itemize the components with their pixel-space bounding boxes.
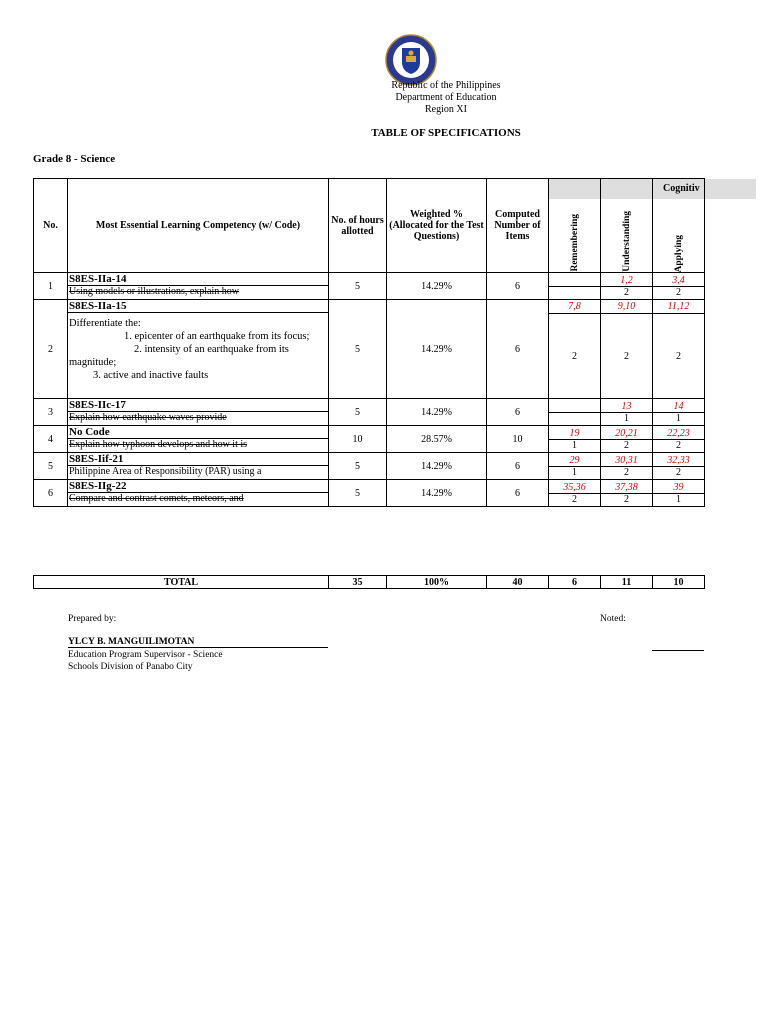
preparer-position: Education Program Supervisor - Science xyxy=(68,650,223,660)
cell-applying: 22,23 2 xyxy=(653,426,705,453)
total-items: 40 xyxy=(487,576,549,589)
preparer-office: Schools Division of Panabo City xyxy=(68,662,193,672)
cell-applying: 3,4 2 xyxy=(653,273,705,300)
deped-seal-icon xyxy=(385,34,437,86)
row-items: 6 xyxy=(487,453,549,480)
row-no: 5 xyxy=(34,453,68,480)
cell-remembering xyxy=(549,273,601,300)
cell-remembering: 35,36 2 xyxy=(549,480,601,507)
specification-table xyxy=(33,178,705,507)
cell-applying: 11,12 2 xyxy=(653,300,705,399)
competency-code: S8ES-IIc-17 xyxy=(68,399,328,412)
competency-desc-a: 1. epicenter of an earthquake from its focus; xyxy=(124,331,310,342)
competency-desc: Compare and contrast comets, meteors, and xyxy=(69,493,244,504)
col-understanding: Understanding xyxy=(601,179,653,273)
header-region: Region XI xyxy=(425,104,467,115)
row-weight: 14.29% xyxy=(387,273,487,300)
total-remembering: 6 xyxy=(549,576,601,589)
total-weight: 100% xyxy=(387,576,487,589)
table-row xyxy=(34,399,705,426)
cell-remembering: 7,8 2 xyxy=(549,300,601,399)
row-weight: 14.29% xyxy=(387,480,487,507)
col-hours: No. of hours allotted xyxy=(329,179,387,273)
row-items: 6 xyxy=(487,480,549,507)
row-hours: 5 xyxy=(329,300,387,399)
row-competency xyxy=(68,273,329,300)
cell-understanding: 30,31 2 xyxy=(601,453,653,480)
row-hours: 5 xyxy=(329,480,387,507)
row-no: 3 xyxy=(34,399,68,426)
competency-code: S8ES-Iif-21 xyxy=(68,453,328,466)
cell-understanding: 9,10 2 xyxy=(601,300,653,399)
table-row xyxy=(34,480,705,507)
total-hours: 35 xyxy=(329,576,387,589)
grade-label: Grade 8 - Science xyxy=(33,153,116,165)
competency-code: S8ES-IIg-22 xyxy=(68,480,328,493)
noted-signature-line xyxy=(652,650,704,651)
row-weight: 14.29% xyxy=(387,453,487,480)
competency-desc: Explain how typhoon develops and how it is xyxy=(69,439,248,450)
total-understanding: 11 xyxy=(601,576,653,589)
total-row xyxy=(34,576,705,589)
noted-label: Noted: xyxy=(600,614,626,624)
row-hours: 5 xyxy=(329,273,387,300)
row-competency xyxy=(68,426,329,453)
cell-applying: 39 1 xyxy=(653,480,705,507)
col-competency: Most Essential Learning Competency (w/ Code) xyxy=(68,179,329,273)
col-items: Computed Number of Items xyxy=(487,179,549,273)
cell-understanding: 13 1 xyxy=(601,399,653,426)
total-applying: 10 xyxy=(653,576,705,589)
row-weight: 28.57% xyxy=(387,426,487,453)
cognitive-header: Cognitiv xyxy=(548,179,756,199)
row-no: 6 xyxy=(34,480,68,507)
row-items: 10 xyxy=(487,426,549,453)
row-competency xyxy=(68,453,329,480)
preparer-name: YLCY B. MANGUILIMOTAN xyxy=(68,637,328,648)
row-weight: 14.29% xyxy=(387,300,487,399)
row-competency xyxy=(68,399,329,426)
table-row xyxy=(34,273,705,300)
competency-desc-intro: Differentiate the: xyxy=(69,318,141,329)
row-items: 6 xyxy=(487,399,549,426)
row-hours: 10 xyxy=(329,426,387,453)
col-weight: Weighted % (Allocated for the Test Questions) xyxy=(387,179,487,273)
header-department: Department of Education xyxy=(395,92,497,103)
cell-understanding: 1,2 2 xyxy=(601,273,653,300)
row-no: 1 xyxy=(34,273,68,300)
row-items: 6 xyxy=(487,273,549,300)
row-items: 6 xyxy=(487,300,549,399)
competency-desc: Philippine Area of Responsibility (PAR) using a xyxy=(69,466,262,477)
row-competency xyxy=(68,480,329,507)
table-row xyxy=(34,426,705,453)
competency-code: S8ES-IIa-14 xyxy=(68,273,328,286)
table-row xyxy=(34,300,705,399)
col-no: No. xyxy=(34,179,68,273)
row-hours: 5 xyxy=(329,399,387,426)
cell-understanding: 37,38 2 xyxy=(601,480,653,507)
prepared-by-label: Prepared by: xyxy=(68,614,117,624)
row-hours: 5 xyxy=(329,453,387,480)
cell-applying: 14 1 xyxy=(653,399,705,426)
competency-code: S8ES-IIa-15 xyxy=(68,300,328,313)
row-no: 2 xyxy=(34,300,68,399)
competency-desc-b: 2. intensity of an earthquake from its magnitude; xyxy=(69,344,289,368)
cell-understanding: 20,21 2 xyxy=(601,426,653,453)
table-row xyxy=(34,453,705,480)
row-no: 4 xyxy=(34,426,68,453)
col-remembering: Remembering xyxy=(549,179,601,273)
cell-remembering: 29 1 xyxy=(549,453,601,480)
table-header-row xyxy=(34,179,705,273)
competency-desc-c: 3. active and inactive faults xyxy=(93,370,209,381)
competency-desc: Explain how earthquake waves provide xyxy=(69,412,227,423)
row-competency xyxy=(68,300,329,399)
cell-applying: 32,33 2 xyxy=(653,453,705,480)
competency-desc: Using models or illustrations, explain how xyxy=(69,286,239,297)
row-weight: 14.29% xyxy=(387,399,487,426)
header-republic: Republic of the Philippines xyxy=(391,80,501,91)
competency-code: No Code xyxy=(68,426,328,439)
cell-remembering: 19 1 xyxy=(549,426,601,453)
total-label: TOTAL xyxy=(34,576,329,589)
col-applying: Applying xyxy=(653,179,705,273)
cell-remembering xyxy=(549,399,601,426)
page-title: TABLE OF SPECIFICATIONS xyxy=(371,127,521,139)
total-table xyxy=(33,575,705,589)
